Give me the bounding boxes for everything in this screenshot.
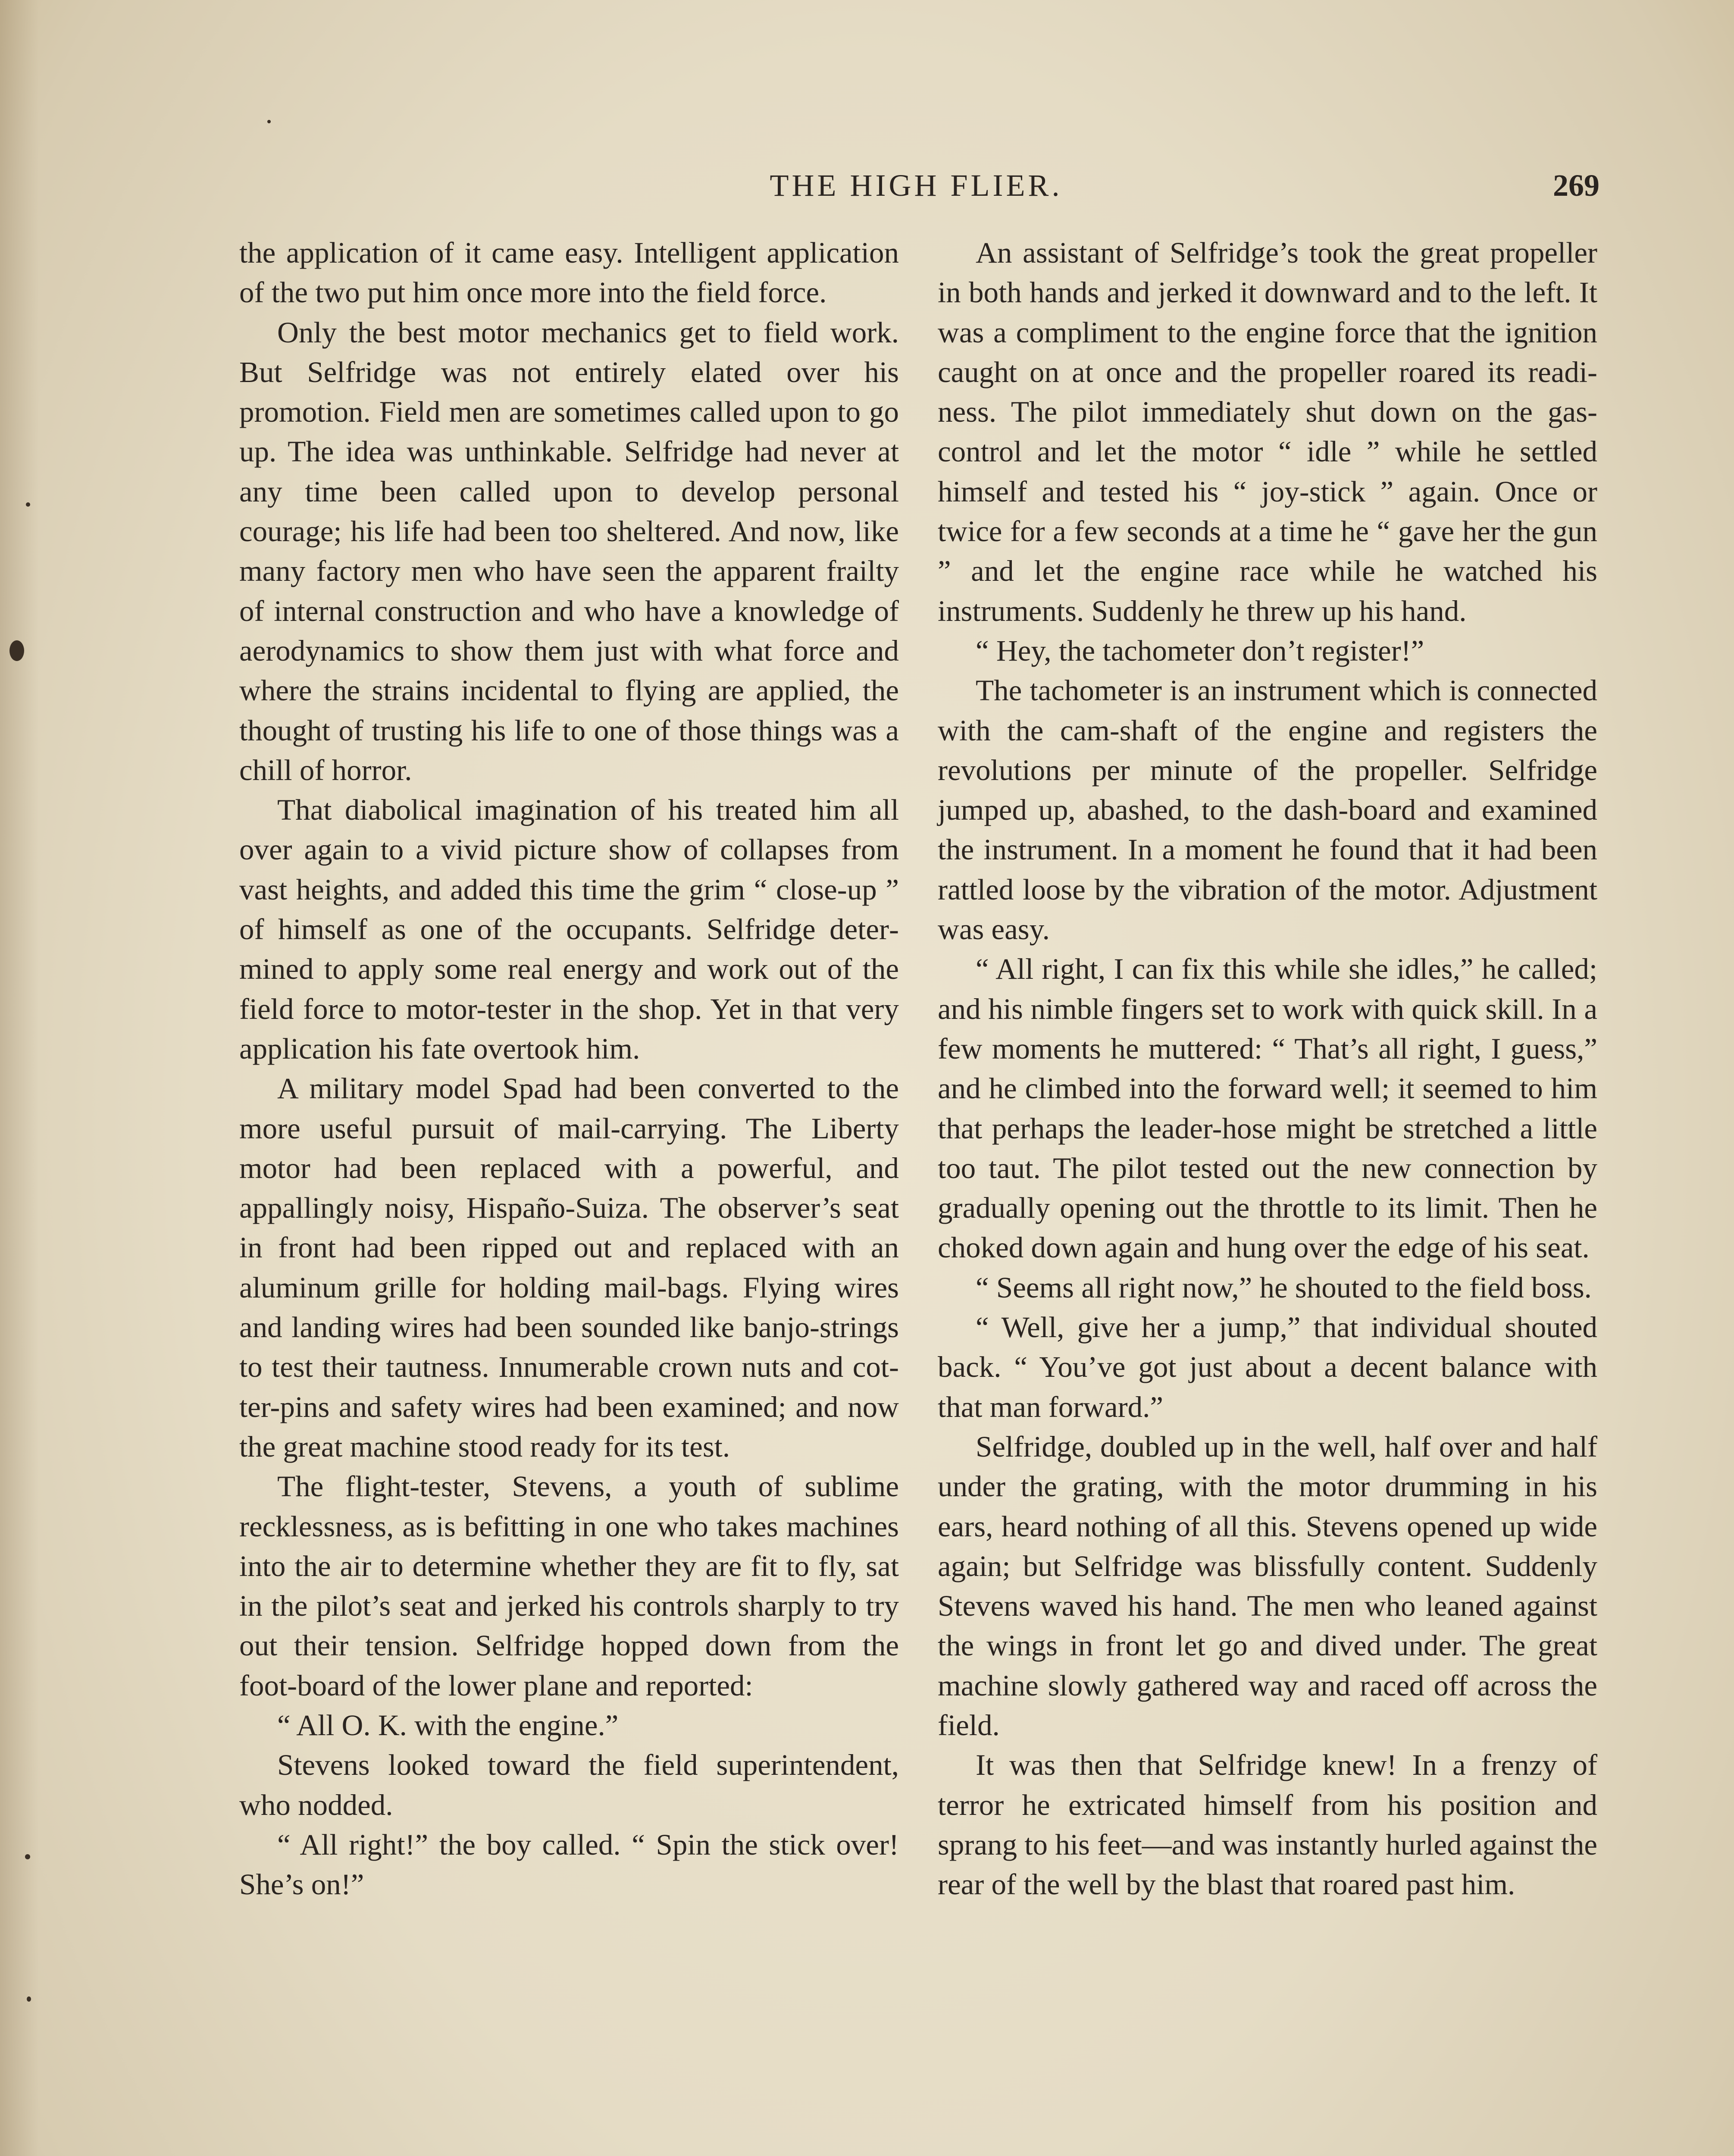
- paragraph: An assistant of Selfridge’s took the great propeller in both hands and jerked it downward and to the left. It was a compliment to the engine force that the ignition caught on at once and the propeller roared its readiness. The pilot immediately shut down on the gas-control and let the motor “ idle ” while he settled himself and tested his “ joy-stick ” again. Once or twice for a few seconds at a time he “ gave her the gun ” and let the engine race while he watched his instruments. Suddenly he threw up his hand.: [938, 236, 1597, 627]
- paragraph: The tachometer is an instrument which is connected with the cam-shaft of the engine and registers the revolutions per minute of the propeller. Selfridge jumped up, abashed, to the dash-board and examined the instrument. In a moment he found that it had been rattled loose by the vibration of the motor. Adjustment was easy.: [938, 674, 1597, 946]
- paragraph: “ All right, I can fix this while she idles,” he called; and his nimble fingers set to work with quick skill. In a few moments he muttered: “ That’s all right, I guess,” and he climbed into the forward well; it seemed to him that perhaps the leader-hose might be stretched a little too taut. The pilot tested out the new connection by gradually opening out the throttle to its limit. Then he choked down again and hung over the edge of his seat.: [938, 953, 1597, 1264]
- ink-speck: [25, 1854, 30, 1859]
- page-edge-shadow: [0, 0, 39, 2156]
- paragraph: Selfridge, doubled up in the well, half over and half under the grating, with the motor drumming in his ears, heard nothing of all this. Stevens opened up wide again; but Selfridge was blissfully content. Suddenly Stevens waved his hand. The men who leaned against the wings in front let go and dived under. The great machine slowly gathered way and raced off across the field.: [938, 1430, 1597, 1742]
- right-text-column: [938, 233, 1597, 1904]
- left-text-column: [239, 233, 899, 1904]
- running-title: THE HIGH FLIER.: [770, 168, 1063, 203]
- paragraph: It was then that Selfridge knew! In a frenzy of terror he extricated himself from his position and sprang to his feet—and was instantly hurled against the rear of the well by the blast that roared past him.: [938, 1749, 1597, 1901]
- paragraph: A military model Spad had been converted to the more useful pursuit of mail-carrying. The Liberty motor had been replaced with a powerful, and appallingly noisy, Hispaño-Suiza. The observer’s seat in front had been ripped out and replaced with an aluminum grille for holding mail-bags. Flying wires and landing wires had been sounded like banjo-strings to test their tautness. Innumerable crown nuts and cotter-pins and safety wires had been examined; and now the great machine stood ready for its test.: [239, 1072, 899, 1463]
- paragraph: Stevens looked toward the field superintendent, who nodded.: [239, 1749, 899, 1821]
- page-number: 269: [1553, 168, 1599, 203]
- paragraph: “ Well, give her a jump,” that individual shouted back. “ You’ve got just about a decent balance with that man forward.”: [938, 1311, 1597, 1423]
- ink-speck: [26, 502, 30, 507]
- page-header: [239, 160, 1599, 211]
- paragraph: That diabolical imagination of his treated him all over again to a vivid picture show of collapses from vast heights, and added this time the grim “ close-up ” of himself as one of the occupants. Selfridge determined to apply some real energy and work out of the field force to motor-tester in the shop. Yet in that very application his fate overtook him.: [239, 793, 899, 1065]
- paragraph: Only the best motor mechanics get to field work. But Selfridge was not entirely elated over his promotion. Field men are sometimes called upon to go up. The idea was unthinkable. Selfridge had never at any time been called upon to develop personal courage; his life had been too sheltered. And now, like many factory men who have seen the apparent frailty of internal construction and who have a knowledge of aerodynamics to show them just with what force and where the strains incidental to flying are applied, the thought of trusting his life to one of those things was a chill of horror.: [239, 316, 899, 787]
- paragraph: The flight-tester, Stevens, a youth of sublime recklessness, as is befitting in one who takes machines into the air to determine whether they are fit to fly, sat in the pilot’s seat and jerked his controls sharply to try out their tension. Selfridge hopped down from the foot-board of the lower plane and reported:: [239, 1470, 899, 1702]
- paragraph: the application of it came easy. Intelligent application of the two put him once more into the field force.: [239, 236, 899, 309]
- ink-speck: [27, 1996, 31, 2002]
- ink-speck: [267, 120, 271, 123]
- ink-speck: [9, 640, 24, 661]
- paragraph: “ Seems all right now,” he shouted to the field boss.: [976, 1271, 1592, 1304]
- paragraph: “ All right!” the boy called. “ Spin the stick over! She’s on!”: [239, 1828, 899, 1901]
- paragraph: “ Hey, the tachometer don’t register!”: [976, 634, 1424, 667]
- paragraph: “ All O. K. with the engine.”: [277, 1708, 619, 1742]
